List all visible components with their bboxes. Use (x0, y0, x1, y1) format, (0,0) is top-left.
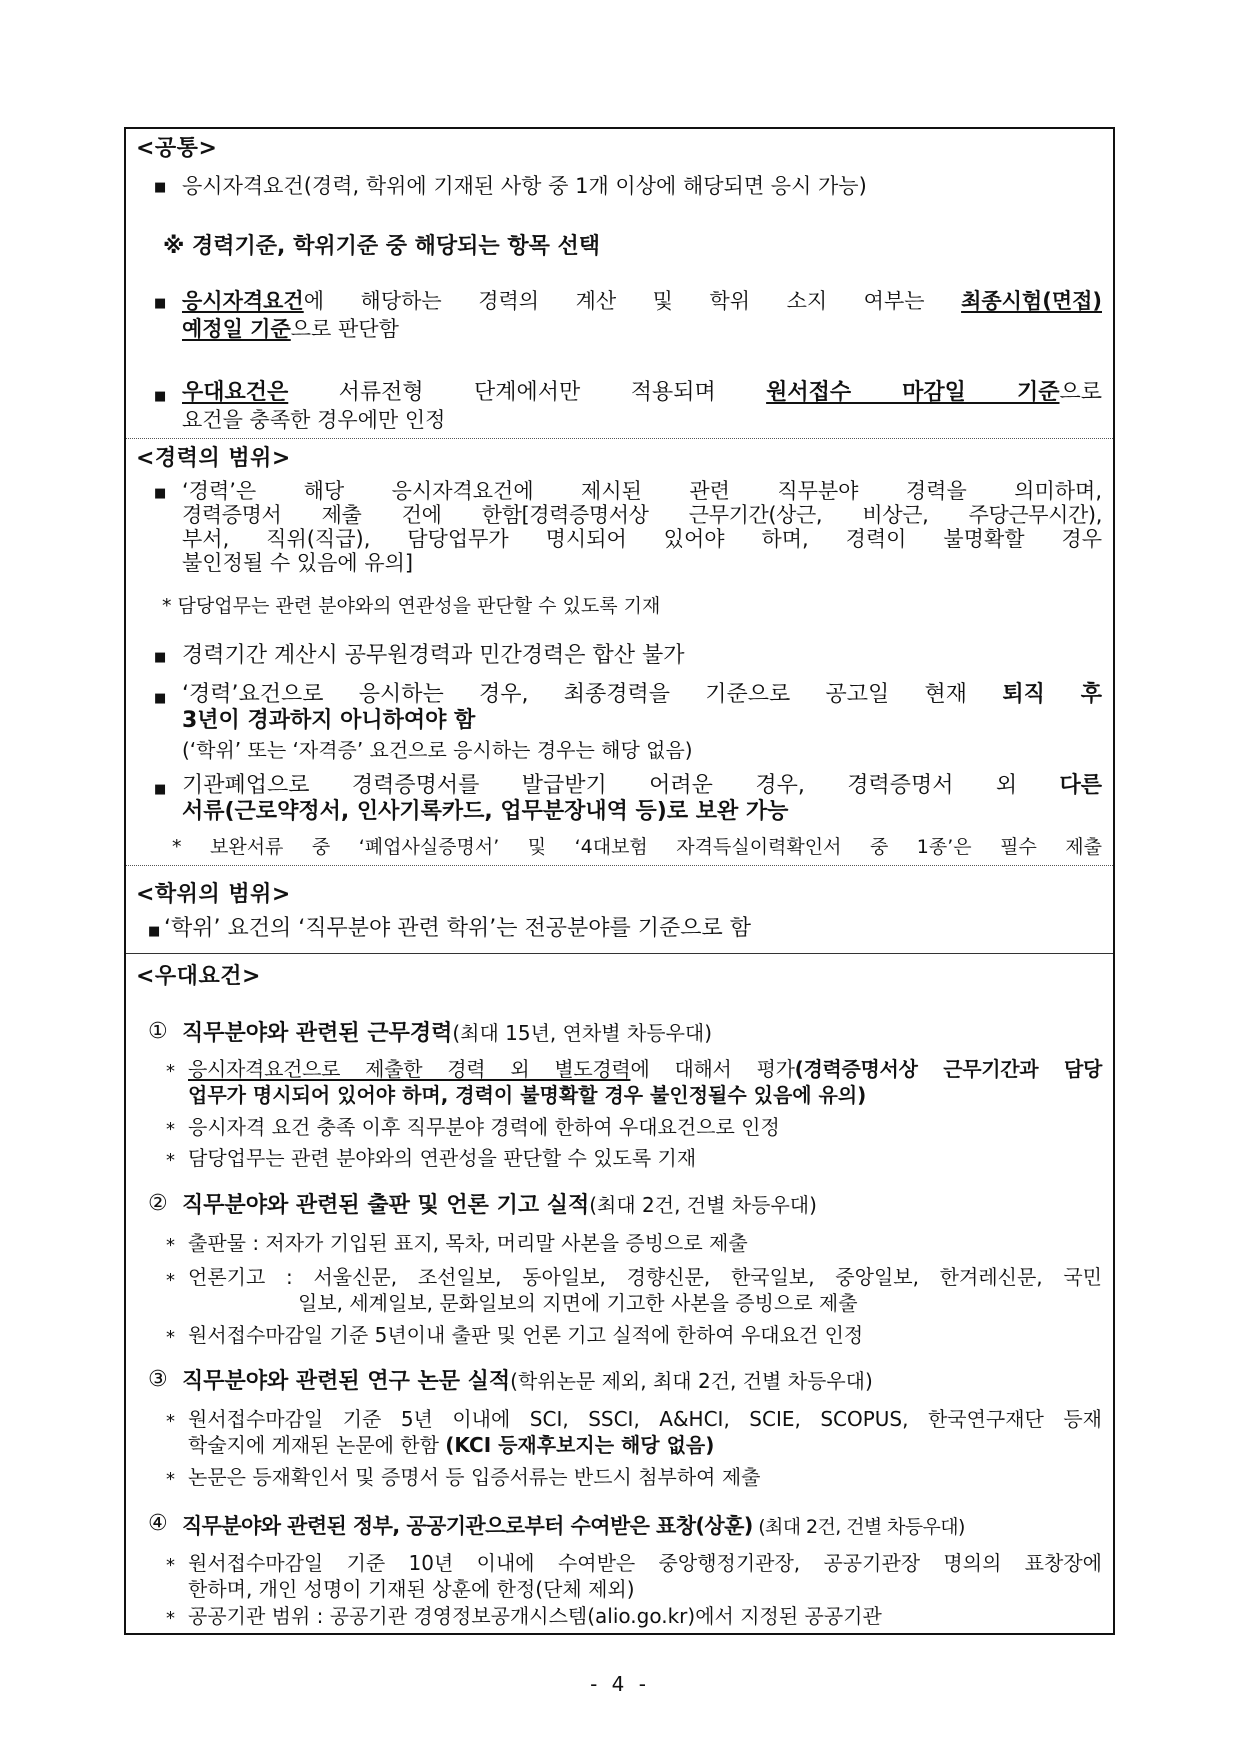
bullet: ■ (154, 486, 167, 501)
divider (126, 953, 1113, 954)
pref-item-3-title: 직무분야와 관련된 연구 논문 실적(학위논문 제외, 최대 2건, 건별 차등우대) (182, 1369, 873, 1394)
pref-item-2-title: 직무분야와 관련된 출판 및 언론 기고 실적(최대 2건, 건별 차등우대) (182, 1193, 817, 1218)
pref-item-2-note-2-line2: 일보, 세계일보, 문화일보의 지면에 기고한 사본을 증빙으로 제출 (298, 1291, 858, 1315)
bullet: ■ (154, 691, 167, 706)
pref-item-1-note-1-line2: 업무가 명시되어 있어야 하며, 경력이 불명확할 경우 불인정될수 있음에 유의) (188, 1083, 867, 1107)
asterisk: * (166, 1327, 175, 1348)
item-number-1: ① (148, 1019, 168, 1044)
asterisk: * (166, 1061, 175, 1082)
content-frame (124, 127, 1115, 1635)
divider (126, 438, 1113, 439)
pref-item-1-note-1-line1: 응시자격요건으로 제출한 경력 외 별도경력에 대해서 평가(경력증명서상 근무기간과 담당 (188, 1057, 1102, 1081)
pref-item-4-note-1-line1: 원서접수마감일 기준 10년 이내에 수여받은 중앙행정기관장, 공공기관장 명의의 표창장에 (188, 1551, 1102, 1575)
common-item-2-line1: 응시자격요건에 해당하는 경력의 계산 및 학위 소지 여부는 최종시험(면접) (182, 289, 1102, 313)
asterisk: * (166, 1411, 175, 1432)
career-item-4-line2: 서류(근로약정서, 인사기록카드, 업무분장내역 등)로 보완 가능 (182, 799, 789, 824)
common-item-3-line1: 우대요건은 서류전형 단계에서만 적용되며 원서접수 마감일 기준으로 (182, 380, 1103, 405)
degree-item-1: ‘학위’ 요건의 ‘직무분야 관련 학위’는 전공분야를 기준으로 함 (164, 916, 751, 941)
bullet: ■ (154, 650, 167, 665)
bullet: ■ (154, 782, 167, 797)
pref-item-4-note-1-line2: 한하며, 개인 성명이 기재된 상훈에 한정(단체 제외) (188, 1577, 635, 1601)
pref-item-4-note-2: 공공기관 범위 : 공공기관 경영정보공개시스템(alio.go.kr)에서 지정된 공공기관 (188, 1604, 882, 1628)
item-number-2: ② (148, 1191, 168, 1216)
pref-item-3-note-1-line2: 학술지에 게재된 논문에 한함 (KCI 등재후보지는 해당 없음) (188, 1433, 715, 1457)
career-item-1-line3: 부서, 직위(직급), 담당업무가 명시되어 있어야 하며, 경력이 불명확할 경우 (182, 527, 1102, 551)
section-header-career: <경력의 범위> (136, 446, 291, 471)
bullet: ■ (154, 296, 167, 311)
asterisk: * (166, 1119, 175, 1140)
asterisk: * (166, 1270, 175, 1291)
item-number-3: ③ (148, 1367, 168, 1392)
page-number: - 4 - (590, 1672, 650, 1696)
bullet: ■ (154, 180, 167, 195)
common-item-1: 응시자격요건(경력, 학위에 기재된 사항 중 1개 이상에 해당되면 응시 가능) (182, 174, 867, 198)
pref-item-3-note-2: 논문은 등재확인서 및 증명서 등 입증서류는 반드시 첨부하여 제출 (188, 1465, 761, 1489)
common-item-3-line2: 요건을 충족한 경우에만 인정 (182, 408, 446, 432)
item-number-4: ④ (148, 1511, 168, 1536)
career-item-3-line3: (‘학위’ 또는 ‘자격증’ 요건으로 응시하는 경우는 해당 없음) (182, 738, 693, 762)
divider (126, 865, 1113, 866)
career-item-2: 경력기간 계산시 공무원경력과 민간경력은 합산 불가 (182, 643, 685, 668)
asterisk: * (166, 1608, 175, 1629)
pref-item-3-note-1-line1: 원서접수마감일 기준 5년 이내에 SCI, SSCI, A&HCI, SCIE, SCOPUS, 한국연구재단 등재 (188, 1407, 1102, 1431)
asterisk: * (166, 1555, 175, 1576)
pref-item-4-title: 직무분야와 관련된 정부, 공공기관으로부터 수여받은 표창(상훈) (최대 2건, 건별 차등우대) (182, 1514, 965, 1538)
section-header-common: <공통> (136, 136, 218, 161)
section-header-preference: <우대요건> (136, 964, 261, 989)
career-item-4-line1: 기관폐업으로 경력증명서를 발급받기 어려운 경우, 경력증명서 외 다른 (182, 773, 1102, 798)
career-item-1-line1: ‘경력’은 해당 응시자격요건에 제시된 관련 직무분야 경력을 의미하며, (182, 479, 1102, 503)
pref-item-1-note-3: 담당업무는 관련 분야와의 연관성을 판단할 수 있도록 기재 (188, 1146, 697, 1170)
section-header-degree: <학위의 범위> (136, 882, 291, 907)
pref-item-1-title: 직무분야와 관련된 근무경력(최대 15년, 연차별 차등우대) (182, 1021, 713, 1046)
common-note: ※ 경력기준, 학위기준 중 해당되는 항목 선택 (163, 234, 600, 259)
asterisk: * (166, 1235, 175, 1256)
common-item-2-line2: 예정일 기준으로 판단함 (182, 317, 399, 341)
asterisk: * (166, 1150, 175, 1171)
career-item-3-line1: ‘경력’요건으로 응시하는 경우, 최종경력을 기준으로 공고일 현재 퇴직 후 (182, 682, 1102, 707)
career-item-1-line2: 경력증명서 제출 건에 한함[경력증명서상 근무기간(상근, 비상근, 주당근무시간), (182, 503, 1102, 527)
pref-item-2-note-3: 원서접수마감일 기준 5년이내 출판 및 언론 기고 실적에 한하여 우대요건 인정 (188, 1323, 864, 1347)
pref-item-1-note-2: 응시자격 요건 충족 이후 직무분야 경력에 한하여 우대요건으로 인정 (188, 1115, 780, 1139)
career-note-1: * 담당업무는 관련 분야와의 연관성을 판단할 수 있도록 기재 (162, 595, 661, 617)
asterisk: * (166, 1469, 175, 1490)
pref-item-2-note-2-line1: 언론기고 : 서울신문, 조선일보, 동아일보, 경향신문, 한국일보, 중앙일보, 한겨레신문, 국민 (188, 1265, 1102, 1289)
bullet: ■ (148, 924, 161, 939)
career-note-2: * 보완서류 중 ‘폐업사실증명서’ 및 ‘4대보험 자격득실이력확인서 중 1종’은 필수 제출 (172, 836, 1102, 858)
career-item-3-line2: 3년이 경과하지 아니하여야 함 (182, 708, 476, 733)
bullet: ■ (154, 389, 167, 404)
career-item-1-line4: 불인정될 수 있음에 유의] (182, 551, 414, 575)
pref-item-2-note-1: 출판물 : 저자가 기입된 표지, 목차, 머리말 사본을 증빙으로 제출 (188, 1231, 748, 1255)
